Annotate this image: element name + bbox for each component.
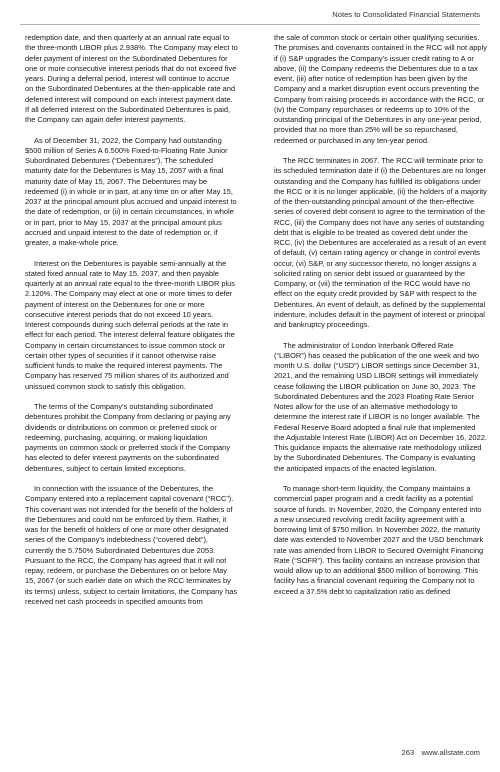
website-link[interactable]: www.allstate.com bbox=[421, 748, 480, 757]
page-header-title: Notes to Consolidated Financial Statements bbox=[332, 10, 480, 19]
paragraph: As of December 31, 2022, the Company had outstanding $500 million of Series A 6.500% Fixed-to-Floating Rate Junior Subordinated Debentures (“Debentures”). The scheduled maturity date for the Debentures is May 15, 2057 with a final maturity date of May 15, 2067. The Debentures may be redeemed (i) in whole or in part, at any time on or after May 15, 2037 at the principal amount plus accrued and unpaid interest to the date of redemption, or (ii) in certain circumstances, in whole or in part, prior to May 15, 2037 at the principal amount plus accrued and unpaid interest to the date of redemption or, if greater, a make-whole price. bbox=[25, 135, 237, 247]
paragraph: redemption date, and then quarterly at an annual rate equal to the three-month LIBOR plus 2.938%. The Company may elect to defer payment of interest on the Subordinated Debentures for one or more consecutive interest periods that do not exceed five years. During a deferral period, interest will continue to accrue on the Subordinated Debentures at the then-applicable rate and deferred interest will compound on each interest payment date. If all deferred interest on the Subordinated Debentures is paid, the Company can again defer interest payments. bbox=[25, 33, 238, 124]
paragraph: the sale of common stock or certain other qualifying securities. The promises and covenants contained in the RCC will not apply if (i) S&P upgrades the Company’s issuer credit rating to A or above, (ii) the Company redeems the Debentures due to a tax event, (iii) after notice of redemption has been given by the Company and a market disruption event occurs preventing the Company from raising proceeds in accordance with the RCC, or (iv) the Company repurchases or redeems up to 10% of the outstanding principal of the Debentures in any one-year period, provided that no more than 25% will be so repurchased, redeemed or purchased in any ten-year period. bbox=[274, 33, 487, 145]
left-text-column bbox=[25, 33, 238, 617]
header-divider bbox=[20, 24, 480, 25]
page-footer bbox=[402, 748, 480, 757]
right-text-column bbox=[274, 33, 487, 607]
paragraph: In connection with the issuance of the Debentures, the Company entered into a replacement capital covenant (“RCC”). This covenant was not intended for the benefit of the holders of the Debentures and could not be enforced by them. Rather, it was for the benefit of holders of one or more other designated series of the Company’s indebtedness (“covered debt”), currently the 5.750% Subordinated Debentures due 2053. Pursuant to the RCC, the Company has agreed that it will not repay, redeem, or purchase the Debentures on or before May 15, 2067 (or such earlier date on which the RCC terminates by its terms) unless, subject to certain limitations, the Company has received net cash proceeds in specified amounts from bbox=[25, 484, 238, 606]
paragraph: To manage short-term liquidity, the Company maintains a commercial paper program and a credit facility as a potential source of funds. In November, 2020, the Company entered into a new unsecured revolving credit facility agreement with a borrowing limit of $750 million. In November 2022, the maturity date was extended to November 2027 and the USD benchmark rate was amended from LIBOR to Secured Overnight Financing Rate (“SOFR”). This facility contains an increase provision that would allow up to an additional $500 million of borrowing. This facility has a financial covenant requiring the Company not to exceed a 37.5% debt to capitalization ratio as defined bbox=[274, 484, 484, 596]
paragraph: Interest on the Debentures is payable semi-annually at the stated fixed annual rate to May 15, 2037, and then payable quarterly at an annual rate equal to the three-month LIBOR plus 2.120%. The Company may elect at one or more times to defer payment of interest on the Debentures for one or more consecutive interest periods that do not exceed 10 years. Interest compounds during such deferral periods at the rate in effect for each period. The interest deferral feature obligates the Company in certain circumstances to issue common stock or certain other types of securities if it cannot otherwise raise sufficient funds to make the required interest payments. The Company has reserved 75 million shares of its authorized and unissued common stock to satisfy this obligation. bbox=[25, 258, 236, 391]
paragraph: The terms of the Company’s outstanding subordinated debentures prohibit the Company from declaring or paying any dividends or distributions on common or preferred stock or redeeming, purchasing, acquiring, or making liquidation payments on common stock or preferred stock if the Company has elected to defer interest payments on the subordinated debentures, subject to certain limited exceptions. bbox=[25, 402, 231, 473]
paragraph: The RCC terminates in 2067. The RCC will terminate prior to its scheduled termination date if (i) the Debentures are no longer outstanding and the Company has fulfilled its obligations under the RCC or it is no longer applicable, (ii) the holders of a majority of the then-outstanding principal amount of the then-effective series of covered debt consent to agree to the termination of the RCC, (iii) the Company does not have any series of outstanding debt that is eligible to be treated as covered debt under the RCC, (iv) the Debentures are accelerated as a result of an event of default, (v) certain rating agency or change in control events occur, (vi) S&P, or any successor thereto, no longer assigns a solicited rating on senior debt issued or guaranteed by the Company, or (vii) the termination of the RCC would have no effect on the equity credit provided by S&P with respect to the Debentures. An event of default, as defined by the supplemental indenture, includes default in the payment of interest or principal and bankruptcy proceedings. bbox=[274, 156, 487, 329]
page-number: 263 bbox=[401, 748, 415, 757]
paragraph: The administrator of London Interbank Offered Rate (“LIBOR”) has ceased the publication of the one week and two month U.S. dollar (“USD”) LIBOR settings since December 31, 2021, and the remaining USD LIBOR settings will immediately cease following the LIBOR publication on June 30, 2023. The Subordinated Debentures and the 2023 Floating Rate Senior Notes allow for the use of an alternative methodology to determine the interest rate if LIBOR is no longer available. The Federal Reserve Board adopted a final rule that implemented the Adjustable Interest Rate (LIBOR) Act on December 16, 2022. This guidance impacts the alternative rate methodology utilized by the Subordinated Debentures. The Company is evaluating the anticipated impacts of the enacted legislation. bbox=[274, 340, 487, 473]
